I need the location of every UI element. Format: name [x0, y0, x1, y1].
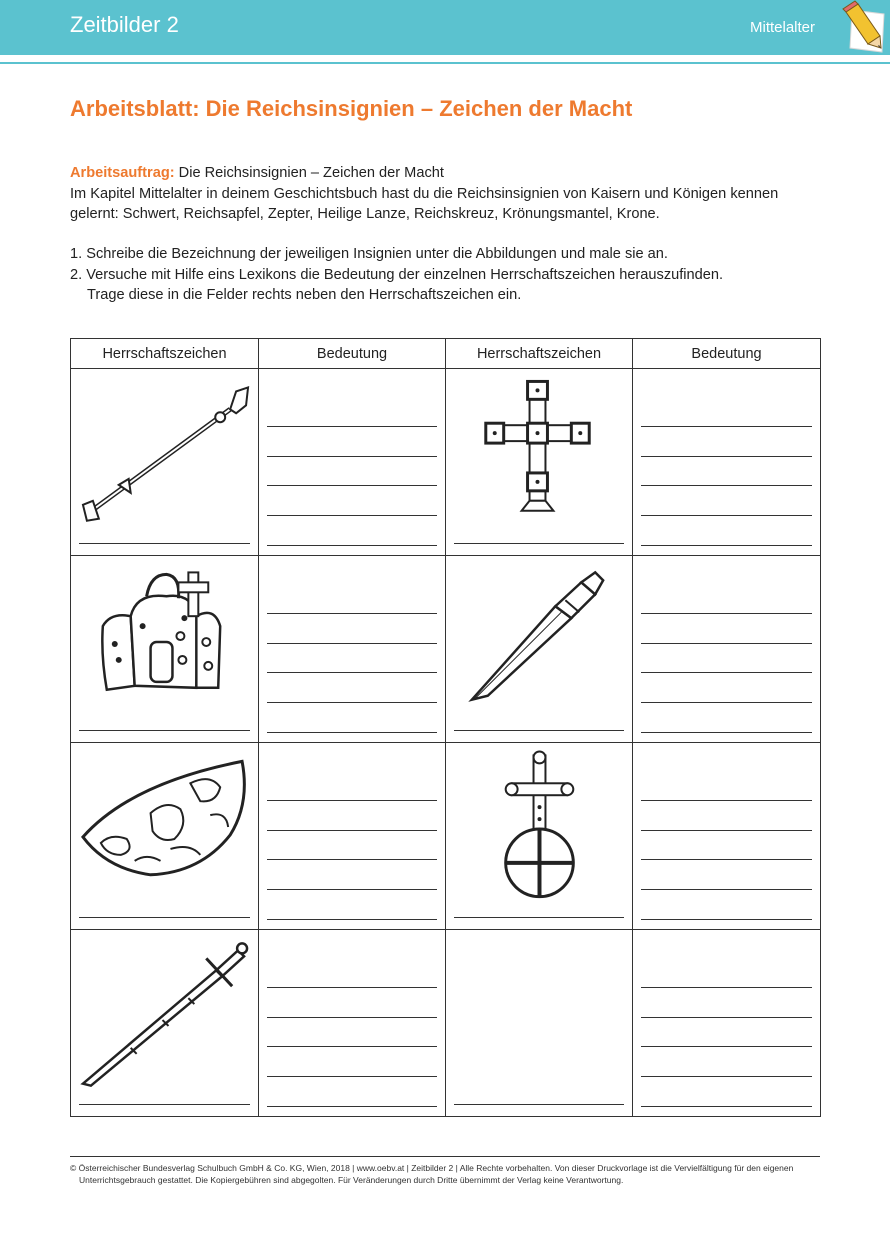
writing-lines[interactable] [641, 958, 812, 1107]
writing-lines[interactable] [267, 397, 437, 546]
insignia-cell [446, 369, 633, 556]
writing-lines[interactable] [641, 584, 812, 733]
assignment-intro: Im Kapitel Mittelalter in deinem Geschichtsbuch hast du die Reichsinsignien von Kaisern und Königen kennen gelernt: Schwert, Reichsapfel, Zepter, Heilige Lanze, Reichskreuz, Krönungsmantel, Krone. [70, 185, 779, 222]
footer-divider [70, 1156, 820, 1157]
meaning-cell [259, 556, 446, 743]
writing-lines[interactable] [267, 584, 437, 733]
insignia-cell [446, 743, 633, 930]
column-header: Herrschaftszeichen [446, 339, 633, 369]
cross-drawing [446, 369, 632, 555]
insignia-cell [71, 369, 259, 556]
caption-line[interactable] [79, 1104, 250, 1105]
column-header: Bedeutung [633, 339, 821, 369]
caption-line[interactable] [454, 730, 624, 731]
meaning-cell [259, 930, 446, 1117]
insignia-cell [71, 556, 259, 743]
meaning-cell [633, 369, 821, 556]
scepter-drawing [71, 369, 258, 555]
crown-drawing [71, 556, 258, 742]
meaning-cell [259, 743, 446, 930]
caption-line[interactable] [79, 917, 250, 918]
insignia-cell [446, 930, 633, 1117]
caption-line[interactable] [79, 730, 250, 731]
insignia-cell [71, 743, 259, 930]
writing-lines[interactable] [267, 958, 437, 1107]
caption-line[interactable] [79, 543, 250, 544]
meaning-cell [633, 556, 821, 743]
insignia-cell [71, 930, 259, 1117]
header-bar [0, 0, 890, 55]
caption-line[interactable] [454, 543, 624, 544]
header-divider [0, 62, 890, 64]
mantle-drawing [71, 743, 258, 929]
assignment-heading: Die Reichsinsignien – Zeichen der Macht [174, 165, 444, 181]
footer [70, 1163, 820, 1186]
table-row [71, 930, 821, 1117]
steps-list [70, 244, 830, 306]
writing-lines[interactable] [267, 771, 437, 920]
orb-drawing [446, 743, 632, 929]
meaning-cell [259, 369, 446, 556]
assignment-label: Arbeitsauftrag: [70, 165, 175, 181]
meaning-cell [633, 930, 821, 1117]
caption-line[interactable] [454, 1104, 624, 1105]
caption-line[interactable] [454, 917, 624, 918]
writing-lines[interactable] [641, 397, 812, 546]
insignia-cell [446, 556, 633, 743]
lance-drawing [446, 556, 632, 742]
assignment-block [70, 163, 830, 225]
step-item: 1. Schreibe die Bezeichnung der jeweiligen Insignien unter die Abbildungen und male sie an. [70, 246, 668, 262]
step-item: Trage diese in die Felder rechts neben den Herrschaftszeichen ein. [87, 287, 522, 303]
pencil-icon [838, 0, 890, 55]
column-header: Herrschaftszeichen [71, 339, 259, 369]
table-header-row [71, 339, 821, 369]
insignia-table [70, 338, 821, 1117]
column-header: Bedeutung [259, 339, 446, 369]
page-title: Arbeitsblatt: Die Reichsinsignien – Zeichen der Macht [70, 96, 633, 121]
sword-drawing [71, 930, 258, 1116]
meaning-cell [633, 743, 821, 930]
footer-notice: Unterrichtsgebrauch gestattet. Die Kopiergebühren sind abgegolten. Für Veränderungen durch Dritte übernimmt der Verlag keine Verantwortung. [79, 1174, 624, 1185]
brand-title: Zeitbilder 2 [70, 12, 179, 37]
chapter-label: Mittelalter [750, 19, 816, 36]
table-row [71, 556, 821, 743]
table-row [71, 743, 821, 930]
step-item: 2. Versuche mit Hilfe eins Lexikons die Bedeutung der einzelnen Herrschaftszeichen herauszufinden. [70, 266, 724, 283]
writing-lines[interactable] [641, 771, 812, 920]
footer-copyright: © Österreichischer Bundesverlag Schulbuch GmbH & Co. KG, Wien, 2018 | www.oebv.at | Zeitbilder 2 | Alle Rechte vorbehalten. Von dieser Druckvorlage ist die Vervielfältigung für den eigenen [70, 1163, 794, 1173]
table-row [71, 369, 821, 556]
